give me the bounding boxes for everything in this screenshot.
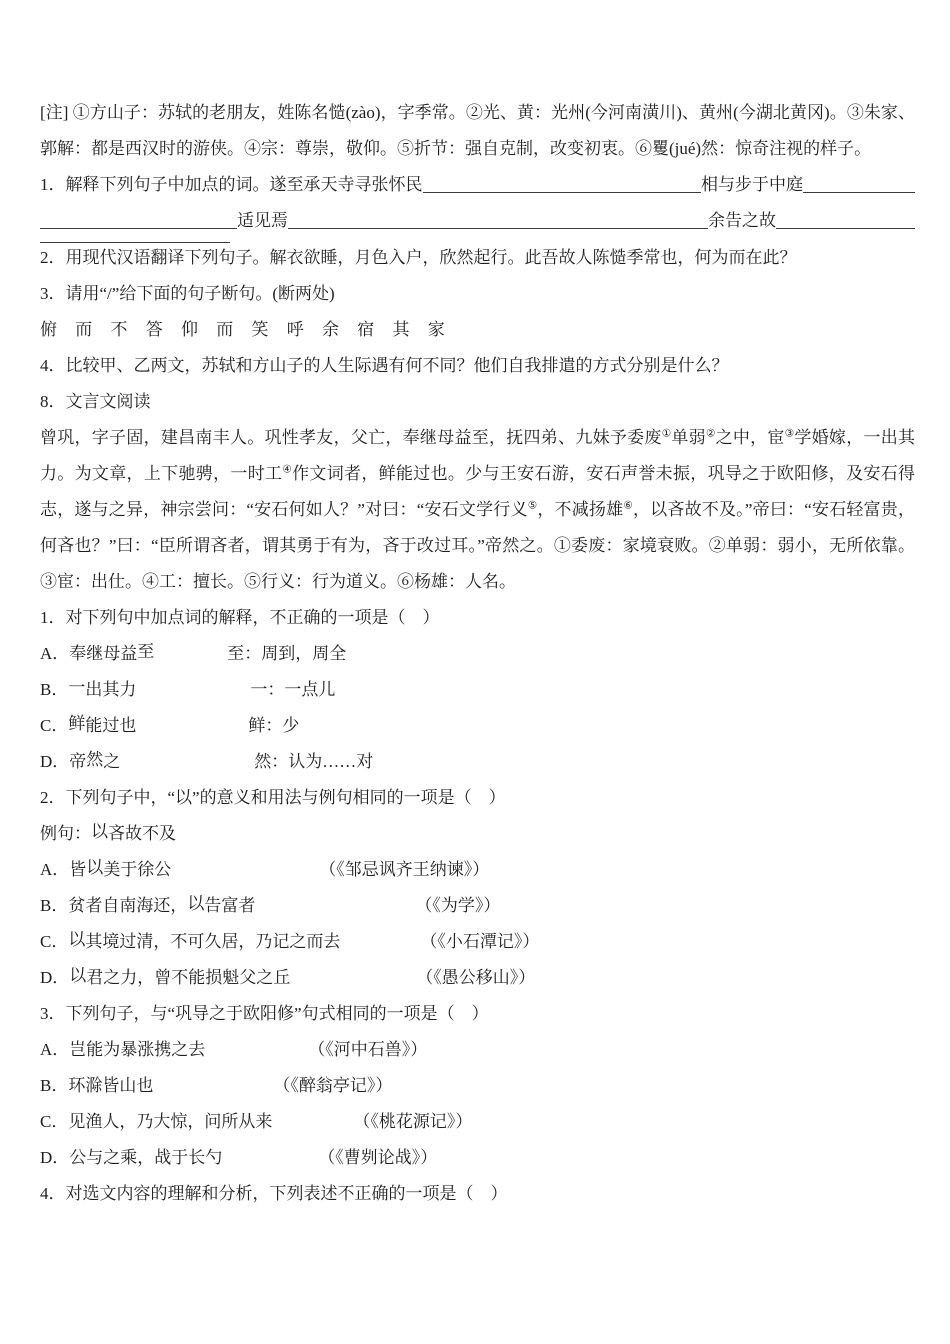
option-stem: 皆以美于徐公 [69, 857, 172, 879]
emphasized-char: 以 [187, 893, 205, 913]
option-gloss: 至：周到，周全 [227, 644, 347, 663]
answer-blank [40, 242, 230, 243]
answer-blank [776, 228, 915, 229]
question-4: 4．比较甲、乙两文，苏轼和方山子的人生际遇有何不同？他们自我排遣的方式分别是什么？ [40, 356, 729, 375]
q3-sentence: 俯 而 不 答 仰 而 笑 呼 余 宿 其 家 [40, 320, 445, 339]
emphasized-char: 以 [86, 857, 104, 877]
s8-q2-stem: 2．下列句子中，“以”的意义和用法与例句相同的一项是（ ） [40, 788, 506, 807]
option-stem: 贫者自南海还，以告富者 [68, 893, 256, 915]
option-label: C． [40, 716, 69, 735]
note-marker: ③ [784, 428, 795, 440]
option-label: A． [40, 1040, 70, 1059]
s8-q2-option-b [40, 888, 915, 924]
question-3: 3．请用“/”给下面的句子断句。(断两处) [40, 284, 335, 303]
section8-heading: 8．文言文阅读 [40, 392, 151, 411]
s8-q2-option-d [40, 960, 915, 996]
emphasized-char: 以 [91, 821, 108, 841]
s8-q2-option-a [40, 852, 915, 888]
answer-blank [423, 192, 702, 193]
option-label: A． [40, 644, 70, 663]
s8-q3-option-a [40, 1032, 915, 1068]
emphasized-char: 以 [68, 929, 86, 949]
emphasized-char: 然 [86, 749, 104, 769]
s8-q3-option-c [40, 1104, 915, 1140]
s8-q1-stem: 1．对下列句中加点词的解释，不正确的一项是（ ） [40, 608, 440, 627]
option-gloss: 然：认为……对 [254, 752, 374, 771]
option-source: （《河中石兽》） [308, 1040, 428, 1059]
q1-phrase3: 适见焉 [237, 211, 288, 230]
answer-blank [288, 228, 708, 229]
option-stem: 环滁皆山也 [68, 1076, 154, 1095]
q1-phrase4: 余告之故 [708, 211, 776, 230]
answer-blank [40, 228, 237, 229]
note-marker: ① [661, 428, 672, 440]
s8-q1-option-b [40, 672, 915, 708]
s8-q2-option-c [40, 924, 915, 960]
option-stem: 鲜能过也 [68, 713, 137, 735]
option-label: B． [40, 896, 69, 915]
s8-q1-option-c [40, 708, 915, 744]
option-source: （《小石潭记》） [420, 932, 540, 951]
section8-passage: 曾巩，字子固，建昌南丰人。巩性孝友，父亡，奉继母益至，抚四弟、九妹予委废①单弱②之中，宦③学婚嫁，一出其力。为文章，上下驰骋，一时工④作文词者，鲜能过也。少与王安石游，安石声誉未振，巩导之于欧阳修，及安石得志，遂与之异，神宗尝问：“安石何如人？”对曰：“安石文学行义⑤，不减扬雄⑥，以吝故不及。”帝曰：“安石轻富贵，何吝也？”曰：“臣所谓吝者，谓其勇于有为，吝于改过耳。”帝然之。①委废：家境衰败。②单弱：弱小，无所依靠。③宦：出仕。④工：擅长。⑤行义：行为道义。⑥杨雄：人名。 [40, 428, 916, 591]
note-marker: ④ [282, 464, 293, 476]
note-marker: ⑤ [527, 500, 538, 512]
emphasized-char: 以 [69, 965, 87, 985]
q1-line1 [40, 167, 915, 203]
option-gloss: 一：一点儿 [250, 680, 336, 699]
question-2: 2．用现代汉语翻译下列句子。解衣欲睡，月色入户，欣然起行。此吾故人陈慥季常也，何为而在此？ [40, 248, 797, 267]
option-source: （《为学》） [415, 896, 501, 915]
emphasized-char: 至 [137, 641, 155, 661]
s8-q2-example: 例句：以吝故不及 [40, 821, 176, 843]
s8-q1-option-d [40, 744, 915, 780]
option-source: （《愚公移山》） [416, 968, 536, 987]
option-stem: 以其境过清，不可久居，乃记之而去 [68, 929, 341, 951]
option-stem: 以君之力，曾不能损魁父之丘 [69, 965, 291, 987]
s8-q1-option-a [40, 636, 915, 672]
q1-phrase2: 相与步于中庭 [701, 175, 803, 194]
option-label: C． [40, 1112, 69, 1131]
s8-q3-option-d [40, 1140, 915, 1176]
q1-line2 [40, 203, 915, 239]
option-stem: 岂能为暴涨携之去 [69, 1040, 206, 1059]
option-stem: 帝然之 [69, 749, 121, 771]
option-stem: 公与之乘，战于长勺 [69, 1148, 223, 1167]
note-marker: ② [705, 428, 716, 440]
option-label: A． [40, 860, 70, 879]
emphasized-char: 一 [68, 677, 86, 697]
option-stem: 一出其力 [68, 677, 137, 699]
option-label: C． [40, 932, 69, 951]
q1-lead: 1．解释下列句子中加点的词。遂至承天寺寻张怀民 [40, 175, 423, 194]
s8-q3-stem: 3．下列句子，与“巩导之于欧阳修”句式相同的一项是（ ） [40, 1004, 489, 1023]
option-stem: 奉继母益至 [69, 641, 155, 663]
s8-q3-option-b [40, 1068, 915, 1104]
option-stem: 见渔人，乃大惊，问所从来 [68, 1112, 273, 1131]
s8-q4-stem: 4．对选文内容的理解和分析，下列表述不正确的一项是（ ） [40, 1184, 508, 1203]
option-source: （《桃花源记》） [353, 1112, 473, 1131]
option-label: D． [40, 752, 70, 771]
option-source: （《邹忌讽齐王纳谏》） [319, 860, 490, 879]
option-source: （《醉翁亭记》） [273, 1076, 393, 1095]
option-gloss: 鲜：少 [248, 716, 300, 735]
option-label: D． [40, 1148, 70, 1167]
option-label: D． [40, 968, 70, 987]
option-source: （《曹刿论战》） [318, 1148, 438, 1167]
emphasized-char: 鲜 [68, 713, 86, 733]
note-marker: ⑥ [623, 500, 633, 512]
answer-blank [803, 192, 915, 193]
option-label: B． [40, 680, 69, 699]
option-label: B． [40, 1076, 69, 1095]
note-paragraph: [注] ①方山子：苏轼的老朋友，姓陈名慥(zào)，字季常。②光、黄：光州(今河南潢川)、黄州(今湖北黄冈)。③朱家、郭解：都是西汉时的游侠。④宗：尊崇，敬仰。⑤折节：强自克制，改变初衷。⑥矍(jué)然：惊奇注视的样子。 [40, 103, 915, 158]
